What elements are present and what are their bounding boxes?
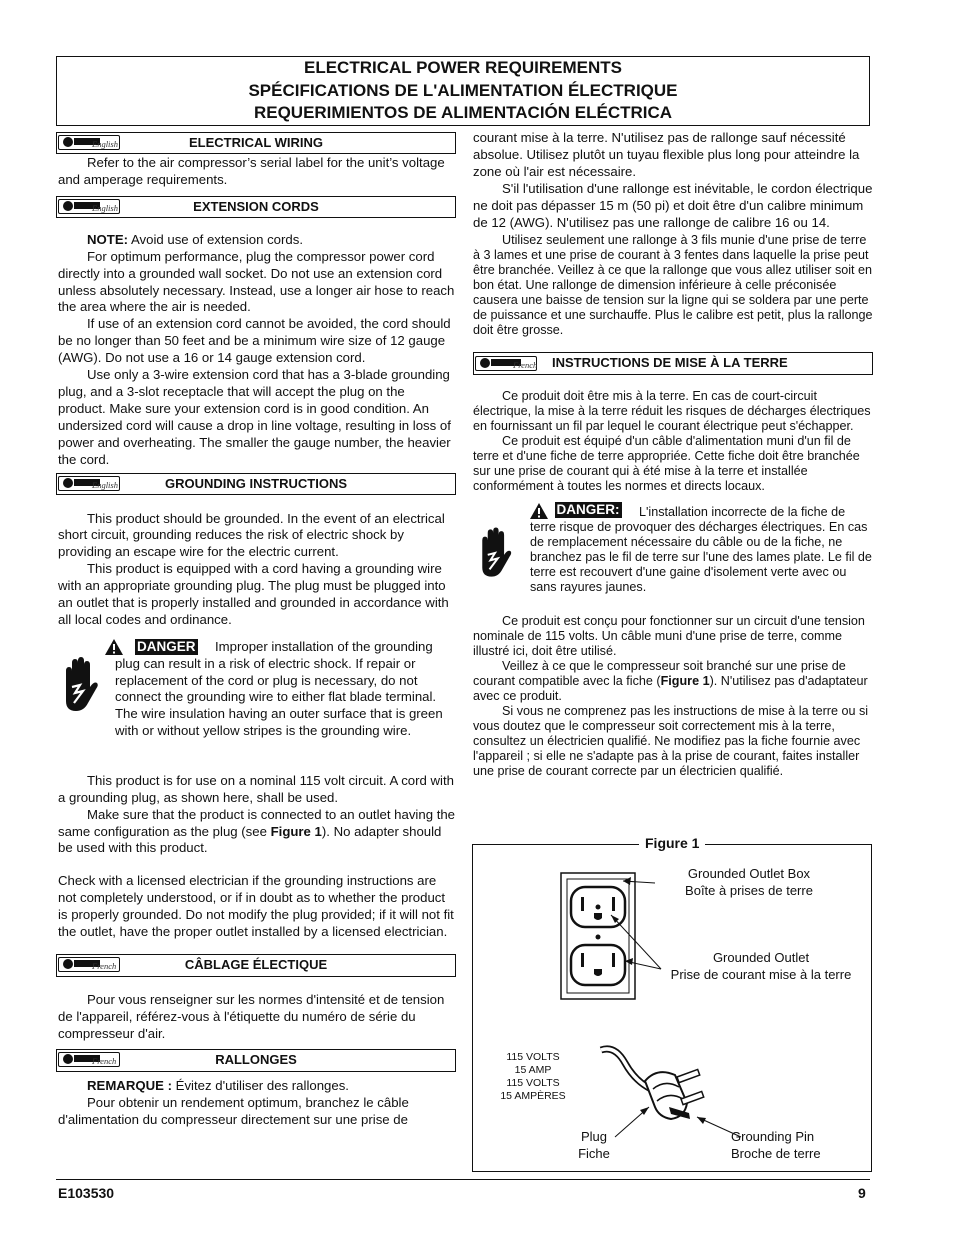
danger-text: L'installation incorrecte de la fiche de terre risque de provoquer des décharges électriques. En cas de remplacement nécessaire du câble ou de la fiche, ne branchez pas le fil de terre sur l'une des lames plate. Le fil de terre est recouvert d'une gaine d'isolement verte avec ou sans rayures jaunes. xyxy=(530,505,872,595)
label-en: Grounded Outlet xyxy=(712,950,810,965)
page-title-fr: SPÉCIFICATIONS DE L'ALIMENTATION ÉLECTRIQUE xyxy=(248,80,678,100)
section-title: CÂBLAGE ÉLECTIQUE xyxy=(184,957,328,972)
paragraph xyxy=(473,659,873,704)
paragraph: S'il l'utilisation d'une rallonge est inévitable, le cordon électrique ne doit pas dépasser 15 m (50 pi) et doit être d'un calibre minimum de 12 (AWG). N'utilisez pas une rallonge de calibre 16 ou 14. xyxy=(473,180,873,230)
section-title: INSTRUCTIONS DE MISE À LA TERRE xyxy=(552,355,788,371)
rating-line: 115 VOLTS xyxy=(506,1077,560,1089)
document-number: E103530 xyxy=(58,1185,115,1201)
english-language-icon: English xyxy=(58,199,120,213)
left-column xyxy=(58,132,456,1128)
label-fr: Fiche xyxy=(578,1146,610,1161)
label-en: Grounding Pin xyxy=(731,1129,815,1144)
paragraph: Refer to the air compressor’s serial label for the unit’s voltage and amperage requirements. xyxy=(58,155,445,187)
section-title: EXTENSION CORDS xyxy=(193,198,319,214)
figure-1 xyxy=(472,835,872,1172)
label-fr: Broche de terre xyxy=(731,1146,821,1161)
note-text: Avoid use of extension cords. xyxy=(128,231,303,247)
figure-reference: Figure 1 xyxy=(270,823,322,839)
section-header-grounding xyxy=(56,473,456,495)
note-paragraph xyxy=(58,232,456,249)
section-title: GROUNDING INSTRUCTIONS xyxy=(165,475,347,491)
paragraph: This product is for use on a nominal 115 volt circuit. A cord with a grounding plug, as shown here, shall be used. xyxy=(58,772,454,805)
french-language-icon: French xyxy=(475,356,537,370)
electric-shock-hand-icon xyxy=(475,526,515,580)
danger-badge: DANGER xyxy=(137,638,196,654)
rating-line: 15 AMP xyxy=(514,1064,552,1076)
section-header-mise-a-la-terre xyxy=(473,352,873,375)
page-title-box xyxy=(56,56,870,126)
paragraph: For optimum performance, plug the compressor power cord directly into a grounded wall socket. Do not use an extension cord unless absolutely necessary. Instead, use a longer air hose to reach the area where the air is needed. xyxy=(58,248,455,315)
text-span: ). N'utilisez pas d'adaptateur avec ce produit. xyxy=(473,674,868,704)
figure-title: Figure 1 xyxy=(639,835,705,851)
section-header-extension-cords xyxy=(56,196,456,218)
grounded-outlet-box-label xyxy=(669,865,829,899)
paragraph: Pour obtenir un rendement optimum, branchez le câble d'alimentation du compresseur directement sur une prise de xyxy=(58,1094,409,1127)
text-span: Veillez à ce que le compresseur soit branché sur une prise de courant compatible avec la fiche ( xyxy=(473,659,846,689)
english-language-icon: English xyxy=(58,476,120,490)
grounding-pin-label xyxy=(731,1128,821,1162)
right-column xyxy=(473,130,873,779)
text-span: ). No adapter should be used with this product. xyxy=(58,823,442,856)
section-header-rallonges xyxy=(56,1049,456,1072)
note-label: REMARQUE : xyxy=(87,1077,172,1093)
paragraph: Check with a licensed electrician if the grounding instructions are not completely understood, or if in doubt as to whether the product is properly grounded. Do not modify the plug provided; if it will not fit the outlet, have the proper outlet installed by a licensed electrician. xyxy=(58,873,454,940)
paragraph: Ce produit doit être mis à la terre. En cas de court-circuit électrique, la mise à la terre réduit les risques de décharges électriques en fournissant un fil par lequel le courant électrique peut s'échapper. xyxy=(473,389,871,434)
section-title: RALLONGES xyxy=(215,1051,297,1067)
page-title-es: REQUERIMIENTOS DE ALIMENTACIÓN ELÉCTRICA xyxy=(253,103,673,122)
figure-reference: Figure 1 xyxy=(660,674,710,689)
plug-rating-label xyxy=(493,1051,573,1103)
paragraph: Ce produit est conçu pour fonctionner sur un circuit d'une tension nominale de 115 volts. Un câble muni d'une prise de terre, comme illustré ici, doit être utilisé. xyxy=(473,614,865,659)
label-en: Grounded Outlet Box xyxy=(687,866,811,881)
french-language-icon: French xyxy=(58,957,120,971)
note-text: Évitez d'utiliser des rallonges. xyxy=(172,1077,349,1093)
section-header-cablage xyxy=(56,954,456,977)
french-language-icon: French xyxy=(58,1052,120,1066)
warning-triangle-icon xyxy=(105,639,123,655)
danger-warning-fr xyxy=(473,502,873,606)
plug-label xyxy=(569,1128,619,1162)
section-title: ELECTRICAL WIRING xyxy=(188,135,324,150)
danger-badge: DANGER: xyxy=(556,502,620,518)
note-label: NOTE: xyxy=(87,231,129,247)
label-fr: Boîte à prises de terre xyxy=(685,883,813,898)
footer-divider xyxy=(56,1179,870,1180)
section-header-electrical-wiring xyxy=(56,132,456,154)
paragraph: This product should be grounded. In the event of an electrical short circuit, grounding reduces the risk of electric shock by providing an escape wire for the electric current. xyxy=(58,510,445,560)
paragraph: Ce produit est équipé d'un câble d'alimentation muni d'un fil de terre et d'une fiche de terre appropriée. Cette fiche doit être branchée sur une prise de courant qui à été mise à la terre et installée conformément à toutes les normes et directs locaux. xyxy=(473,434,860,494)
page-title-en: ELECTRICAL POWER REQUIREMENTS xyxy=(304,58,622,77)
paragraph: Si vous ne comprenez pas les instructions de mise à la terre ou si vous doutez que le compresseur soit correctement mis à la terre, consultez un électricien qualifié. Ne modifiez pas la fiche fournie avec l'appareil ; si elle ne s'adapte pas à la prise de courant, faites installer une prise de courant correcte par un électricien qualifié. xyxy=(473,704,869,779)
rating-line: 15 AMPÈRES xyxy=(500,1090,566,1102)
paragraph xyxy=(58,807,456,858)
warning-triangle-icon xyxy=(530,503,548,519)
electric-shock-hand-icon xyxy=(58,657,102,713)
grounded-outlet-label xyxy=(663,949,859,983)
text-span: Make sure that the product is connected to an outlet having the same configuration as the plug (see xyxy=(58,806,456,839)
rating-line: 115 VOLTS xyxy=(506,1051,560,1063)
label-en: Plug xyxy=(580,1129,608,1144)
note-paragraph xyxy=(58,1078,456,1095)
label-fr: Prise de courant mise à la terre xyxy=(670,967,852,982)
paragraph: If use of an extension cord cannot be avoided, the cord should be no longer than 50 feet and be a minimum wire size of 12 gauge (AWG). Do not use a 16 or 14 gauge extension cord. xyxy=(58,316,451,366)
english-language-icon: English xyxy=(58,135,120,149)
paragraph: Use only a 3-wire extension cord that has a 3-blade grounding plug, and a 3-slot receptacle that will accept the plug on the product. Make sure your extension cord is in good condition. An undersized cord will cause a drop in line voltage, resulting in loss of power and overheating. The smaller the gauge number, the heavier the cord. xyxy=(58,367,451,467)
paragraph: Pour vous renseigner sur les normes d'intensité et de tension de l'appareil, référez-vous à l'étiquette du numéro de série du compresseur d'air. xyxy=(58,992,445,1041)
page-number: 9 xyxy=(858,1185,866,1201)
paragraph: courant mise à la terre. N'utilisez pas de rallonge sauf nécessité absolue. Utilisez plutôt un tuyau flexible plus long pour atteindre la zone où l'air est nécessaire. xyxy=(473,130,860,179)
danger-warning xyxy=(58,639,456,759)
danger-text: Improper installation of the grounding plug can result in a risk of electric shock. If repair or replacement of the cord or plug is necessary, do not connect the grounding wire to either flat blade terminal. The wire insulation having an outer surface that is green with or without yellow stripes is the grounding wire. xyxy=(115,638,443,739)
paragraph: Utilisez seulement une rallonge à 3 fils munie d'une prise de terre à 3 lames et une prise de courant à 3 fentes dans laquelle la prise peut être branchée. Veillez à ce que la rallonge que vous allez utiliser soit en bon état. Une rallonge de dimension inférieure à celle préconisée causera une baisse de tension sur la ligne qui se soldera par une perte de puissance et une surchauffe. Plus le calibre est petit, plus la rallonge doit être grosse. xyxy=(473,233,873,338)
paragraph: This product is equipped with a cord having a grounding wire with an appropriate grounding plug. The plug must be plugged into an outlet that is properly installed and grounded in accordance with all local codes and ordinance. xyxy=(58,561,449,627)
